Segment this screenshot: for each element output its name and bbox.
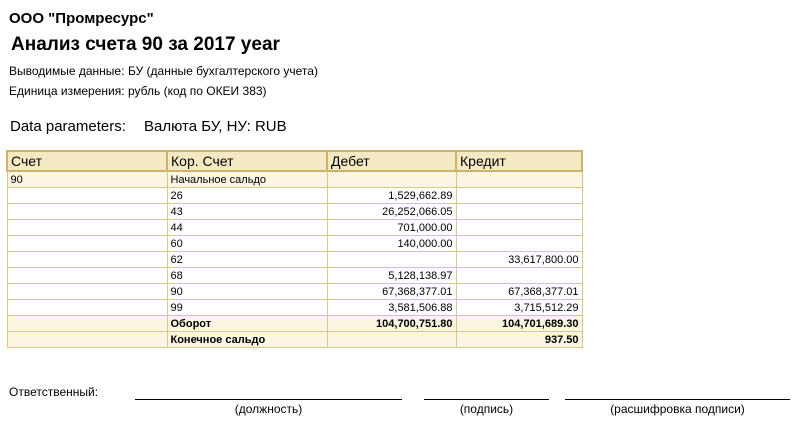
debit-cell: [327, 252, 456, 268]
credit-cell: [456, 268, 582, 284]
report-title: Анализ счета 90 за 2017 year: [11, 34, 280, 55]
table-header-row: [7, 151, 582, 171]
table-row: [7, 220, 582, 236]
turnover-row: [7, 316, 582, 332]
decoding-caption: (расшифровка подписи): [610, 402, 745, 416]
corr-account-cell: 26: [167, 188, 327, 204]
table-row: [7, 236, 582, 252]
corr-account-cell: 68: [167, 268, 327, 284]
turnover-label: Оборот: [167, 316, 327, 332]
debit-cell: 67,368,377.01: [327, 284, 456, 300]
closing-credit: 937.50: [456, 332, 582, 348]
credit-cell: 33,617,800.00: [456, 252, 582, 268]
opening-balance-row: [7, 171, 582, 188]
debit-cell: 1,529,662.89: [327, 188, 456, 204]
turnover-debit: 104,700,751.80: [327, 316, 456, 332]
report-table: [6, 150, 583, 348]
credit-cell: 3,715,512.29: [456, 300, 582, 316]
account-cell: 90: [7, 171, 167, 188]
opening-debit-cell: [327, 171, 456, 188]
table-row: [7, 300, 582, 316]
turnover-credit: 104,701,689.30: [456, 316, 582, 332]
unit-value: рубль (код по ОКЕИ 383): [128, 84, 267, 98]
closing-balance-label: Конечное сальдо: [167, 332, 327, 348]
signature-caption: (подпись): [459, 402, 514, 416]
column-header-corr-account: Кор. Счет: [167, 151, 327, 171]
organization-name: ООО "Промресурс": [9, 10, 154, 27]
table-row: [7, 204, 582, 220]
column-header-credit: Кредит: [456, 151, 582, 171]
closing-balance-row: [7, 332, 582, 348]
position-caption: (должность): [234, 402, 303, 416]
data-parameters-label: Data parameters:: [10, 118, 126, 135]
corr-account-cell: 99: [167, 300, 327, 316]
table-row: [7, 284, 582, 300]
output-data-value: БУ (данные бухгалтерского учета): [128, 64, 318, 78]
debit-cell: 701,000.00: [327, 220, 456, 236]
opening-credit-cell: [456, 171, 582, 188]
debit-cell: 26,252,066.05: [327, 204, 456, 220]
corr-account-cell: 44: [167, 220, 327, 236]
data-parameters-value: Валюта БУ, НУ: RUB: [144, 118, 287, 135]
corr-account-cell: 60: [167, 236, 327, 252]
corr-account-cell: 43: [167, 204, 327, 220]
closing-debit: [327, 332, 456, 348]
debit-cell: 5,128,138.97: [327, 268, 456, 284]
responsible-label: Ответственный:: [9, 385, 99, 399]
credit-cell: [456, 188, 582, 204]
credit-cell: 67,368,377.01: [456, 284, 582, 300]
opening-balance-label: Начальное сальдо: [167, 171, 327, 188]
credit-cell: [456, 236, 582, 252]
corr-account-cell: 90: [167, 284, 327, 300]
credit-cell: [456, 204, 582, 220]
table-row: [7, 188, 582, 204]
debit-cell: 3,581,506.88: [327, 300, 456, 316]
corr-account-cell: 62: [167, 252, 327, 268]
column-header-debit: Дебет: [327, 151, 456, 171]
output-data-label: Выводимые данные:: [9, 64, 125, 78]
position-line: [135, 399, 402, 400]
signature-line: [424, 399, 549, 400]
unit-label: Единица измерения:: [9, 84, 125, 98]
table-row: [7, 252, 582, 268]
column-header-account: Счет: [7, 151, 167, 171]
credit-cell: [456, 220, 582, 236]
decoding-line: [565, 399, 790, 400]
table-row: [7, 268, 582, 284]
data-parameters: [10, 118, 287, 135]
debit-cell: 140,000.00: [327, 236, 456, 252]
